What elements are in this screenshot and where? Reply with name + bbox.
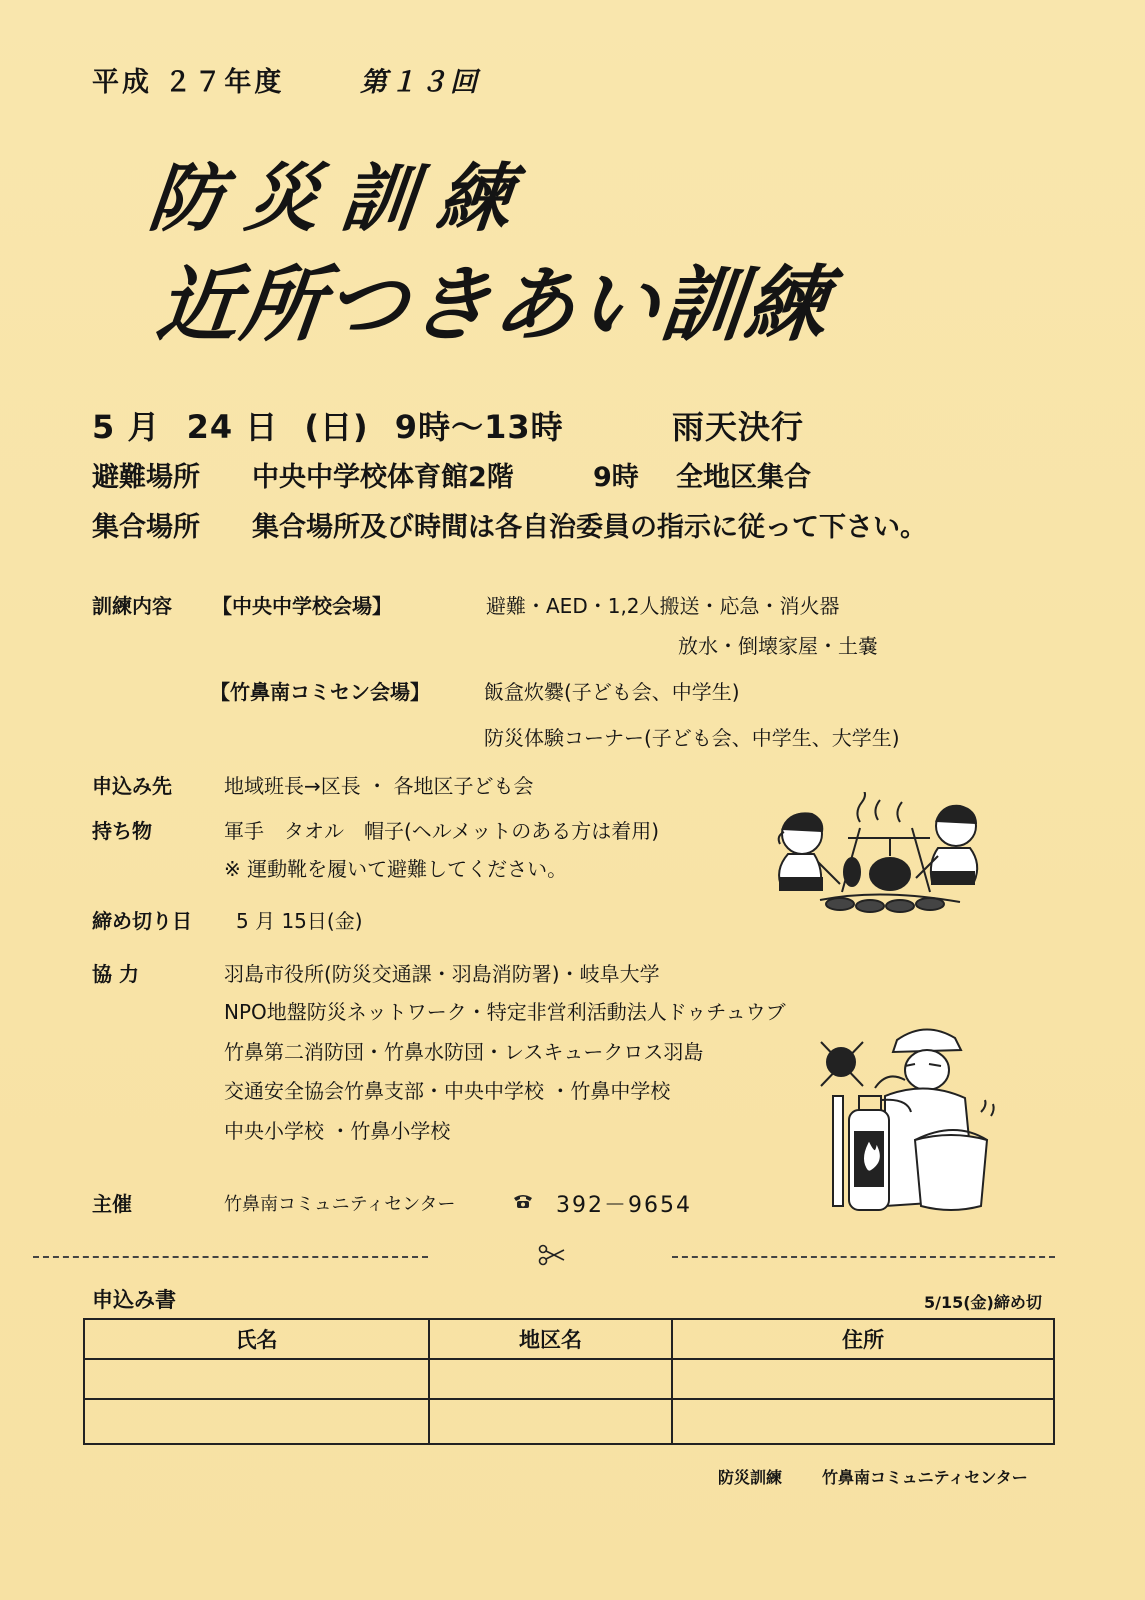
phone-icon bbox=[512, 1192, 534, 1214]
evacuation-label: 避難場所 bbox=[92, 462, 200, 493]
cooperation-line: 羽島市役所(防災交通課・羽島消防署)・岐阜大学 bbox=[224, 962, 660, 986]
bring-text: 軍手 タオル 帽子(ヘルメットのある方は着用) bbox=[224, 819, 660, 843]
venue-1-line-2: 放水・倒壊家屋・土嚢 bbox=[678, 634, 878, 658]
venue-2: 【竹鼻南コミセン会場】 bbox=[210, 680, 430, 704]
evacuation-place: 中央中学校体育館2階 bbox=[252, 462, 514, 493]
cooperation-line: 竹鼻第二消防団・竹鼻水防団・レスキュークロス羽島 bbox=[224, 1040, 704, 1064]
event-round: 第１３回 bbox=[360, 67, 480, 98]
title-line-2: 近所つきあい訓練 bbox=[152, 258, 835, 353]
host-name: 竹鼻南コミュニティセンター bbox=[224, 1194, 456, 1215]
cut-line-right bbox=[672, 1256, 1055, 1258]
event-date bbox=[92, 402, 578, 448]
evacuation-gather: 全地区集合 bbox=[676, 462, 811, 493]
meeting-label: 集合場所 bbox=[92, 512, 200, 543]
venue-1: 【中央中学校会場】 bbox=[212, 594, 392, 618]
district-field[interactable] bbox=[430, 1400, 671, 1443]
cooperation-line: NPO地盤防災ネットワーク・特定非営利活動法人ドゥチュウブ bbox=[224, 1000, 786, 1024]
column-header-district: 地区名 bbox=[519, 1328, 582, 1352]
form-deadline: 5/15(金)締め切 bbox=[924, 1293, 1042, 1312]
form-title: 申込み書 bbox=[92, 1288, 176, 1312]
firefighter-illustration bbox=[815, 1020, 1005, 1230]
application-form-table bbox=[83, 1318, 1055, 1445]
apply-label: 申込み先 bbox=[92, 774, 172, 798]
children-cooking-illustration bbox=[760, 792, 1000, 922]
deadline-text: 5 月 15日(金) bbox=[236, 909, 363, 933]
event-day: 24 日 bbox=[186, 408, 279, 446]
venue-1-line-1: 避難・AED・1,2人搬送・応急・消火器 bbox=[486, 594, 840, 618]
meeting-text: 集合場所及び時間は各自治委員の指示に従って下さい。 bbox=[252, 512, 927, 543]
column-header-address: 住所 bbox=[842, 1328, 884, 1352]
district-field[interactable] bbox=[430, 1358, 671, 1398]
evacuation-time: 9時 bbox=[593, 462, 639, 493]
address-field[interactable] bbox=[673, 1400, 1053, 1443]
host-label: 主催 bbox=[92, 1192, 132, 1216]
cut-line-left bbox=[33, 1256, 428, 1258]
bring-label: 持ち物 bbox=[92, 819, 152, 843]
cooperation-label: 協 力 bbox=[92, 962, 139, 986]
venue-2-line-2: 防災体験コーナー(子ども会、中学生、大学生) bbox=[484, 726, 900, 750]
column-header-name: 氏名 bbox=[235, 1328, 278, 1352]
bring-note: ※ 運動靴を履いて避難してください。 bbox=[224, 857, 568, 881]
venue-2-line-1: 飯盒炊爨(子ども会、中学生) bbox=[484, 680, 740, 704]
deadline-label: 締め切り日 bbox=[92, 909, 192, 933]
title-line-1: 防災訓練 bbox=[144, 156, 538, 242]
cooperation-line: 交通安全協会竹鼻支部・中央中学校 ・竹鼻中学校 bbox=[224, 1079, 671, 1103]
rain-notice: 雨天決行 bbox=[672, 408, 805, 446]
training-label: 訓練内容 bbox=[92, 594, 172, 618]
name-field[interactable] bbox=[85, 1358, 428, 1398]
cooperation-line: 中央小学校 ・竹鼻小学校 bbox=[224, 1119, 451, 1143]
fiscal-year: 平成 ２７年度 bbox=[92, 67, 285, 98]
name-field[interactable] bbox=[85, 1400, 428, 1443]
footer-organizer: 竹鼻南コミュニティセンター bbox=[822, 1468, 1028, 1487]
host-phone: 392－9654 bbox=[556, 1193, 692, 1218]
address-field[interactable] bbox=[673, 1358, 1053, 1398]
event-month: 5 月 bbox=[92, 408, 161, 446]
scissors-icon bbox=[538, 1244, 566, 1270]
event-weekday: (日) bbox=[304, 408, 369, 446]
footer-event: 防災訓練 bbox=[718, 1468, 783, 1487]
apply-text: 地域班長→区長 ・ 各地区子ども会 bbox=[224, 774, 534, 798]
event-time: 9時～13時 bbox=[394, 408, 564, 446]
